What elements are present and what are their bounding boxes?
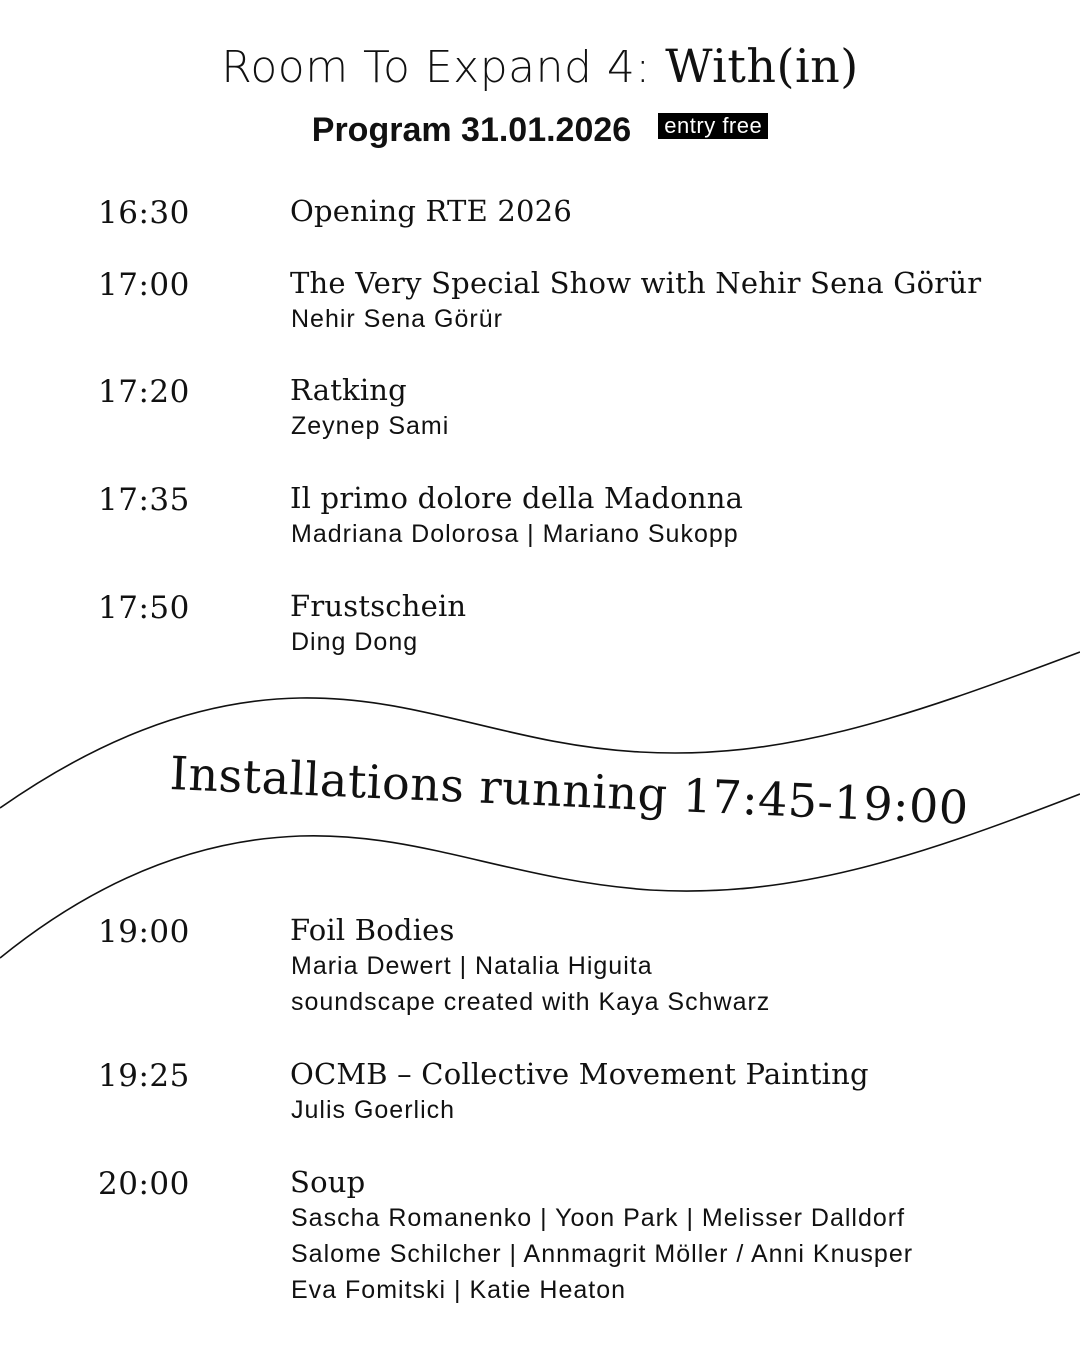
schedule-title: Il primo dolore della Madonna [290,481,744,515]
schedule-time: 19:00 [98,914,190,950]
schedule-title: Ratking [290,373,407,407]
title-main: Room To Expand 4: [221,42,666,93]
person-line: Eva Fomitski | Katie Heaton [291,1276,627,1304]
schedule-time: 20:00 [98,1166,190,1202]
schedule-title: Soup [290,1165,366,1199]
schedule-time: 16:30 [98,195,190,231]
schedule-title: Foil Bodies [290,913,455,947]
person-line: Zeynep Sami [291,412,450,440]
entry-free-badge: entry free [658,113,768,139]
schedule-title: Opening RTE 2026 [290,194,572,228]
title-accent: With(in) [665,39,859,93]
schedule-people [291,516,739,552]
person-line: Julis Goerlich [291,1096,456,1124]
schedule-time: 17:20 [98,374,190,410]
schedule-people [291,948,770,1020]
person-line: Sascha Romanenko | Yoon Park | Melisser Dalldorf [291,1204,906,1232]
schedule-time: 17:50 [98,590,190,626]
person-line: Ding Dong [291,628,419,656]
installations-banner: Installations running 17:45-19:00 [168,746,970,835]
program-date: Program 31.01.2026 [311,111,632,149]
person-line: Madriana Dolorosa | Mariano Sukopp [291,520,739,548]
schedule-people [291,1092,455,1128]
page-title [0,38,1080,96]
schedule-people [291,301,503,337]
schedule-title: The Very Special Show with Nehir Sena Görür [290,266,982,300]
schedule-people [291,408,449,444]
person-line: soundscape created with Kaya Schwarz [291,988,771,1016]
schedule-time: 17:00 [98,267,190,303]
person-line: Salome Schilcher | Annmagrit Möller / Anni Knusper [291,1240,914,1268]
schedule-time: 17:35 [98,482,190,518]
person-line: Maria Dewert | Natalia Higuita [291,952,653,980]
schedule-title: OCMB – Collective Movement Painting [290,1057,869,1091]
schedule-time: 19:25 [98,1058,190,1094]
schedule-title: Frustschein [290,589,467,623]
schedule-people [291,1200,913,1308]
person-line: Nehir Sena Görür [291,305,503,333]
program-header [0,108,1080,152]
